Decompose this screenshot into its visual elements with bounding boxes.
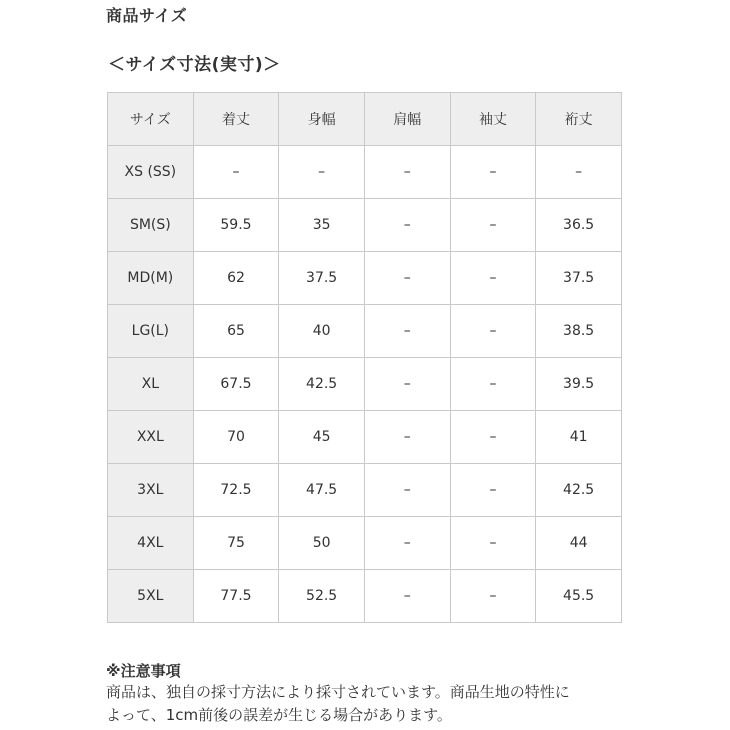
table-row: [108, 517, 622, 570]
table-cell: 75: [193, 517, 279, 570]
table-row: [108, 411, 622, 464]
table-title: ＜サイズ寸法(実寸)＞: [108, 55, 281, 75]
table-cell: 45: [279, 411, 365, 464]
table-cell: –: [364, 305, 450, 358]
table-cell: 62: [193, 252, 279, 305]
header-sleeve-length: 袖丈: [450, 93, 536, 146]
table-cell: 67.5: [193, 358, 279, 411]
table-cell: –: [364, 464, 450, 517]
table-row: [108, 146, 622, 199]
table-cell: 44: [536, 517, 622, 570]
table-cell: –: [364, 570, 450, 623]
table-cell: –: [450, 252, 536, 305]
size-table: [107, 92, 622, 623]
table-cell: –: [450, 464, 536, 517]
table-cell: 50: [279, 517, 365, 570]
table-row: [108, 199, 622, 252]
notes-title: ※注意事項: [106, 662, 181, 680]
size-label: MD(M): [108, 252, 194, 305]
table-cell: –: [279, 146, 365, 199]
table-cell: 70: [193, 411, 279, 464]
table-row: [108, 570, 622, 623]
table-cell: 42.5: [279, 358, 365, 411]
table-cell: 72.5: [193, 464, 279, 517]
table-cell: 41: [536, 411, 622, 464]
table-cell: –: [364, 146, 450, 199]
table-cell: –: [364, 517, 450, 570]
table-cell: 37.5: [279, 252, 365, 305]
table-cell: 42.5: [536, 464, 622, 517]
header-length: 着丈: [193, 93, 279, 146]
table-row: [108, 358, 622, 411]
table-cell: –: [450, 305, 536, 358]
table-cell: 36.5: [536, 199, 622, 252]
table-row: [108, 305, 622, 358]
table-cell: –: [450, 146, 536, 199]
table-cell: 39.5: [536, 358, 622, 411]
header-yuki-length: 裄丈: [536, 93, 622, 146]
size-label: XL: [108, 358, 194, 411]
table-cell: –: [364, 411, 450, 464]
header-size: サイズ: [108, 93, 194, 146]
header-shoulder-width: 肩幅: [364, 93, 450, 146]
table-cell: –: [364, 252, 450, 305]
table-cell: –: [450, 199, 536, 252]
table-cell: 38.5: [536, 305, 622, 358]
size-label: 3XL: [108, 464, 194, 517]
size-label: SM(S): [108, 199, 194, 252]
table-row: [108, 252, 622, 305]
table-header-row: [108, 93, 622, 146]
table-cell: 65: [193, 305, 279, 358]
table-cell: –: [364, 358, 450, 411]
table-cell: 45.5: [536, 570, 622, 623]
table-cell: 35: [279, 199, 365, 252]
table-cell: –: [450, 358, 536, 411]
size-label: 5XL: [108, 570, 194, 623]
notes-section: [106, 661, 646, 727]
table-cell: –: [450, 411, 536, 464]
table-cell: –: [450, 517, 536, 570]
notes-line: よって、1cm前後の誤差が生じる場合があります。: [106, 706, 452, 724]
size-label: 4XL: [108, 517, 194, 570]
table-cell: –: [364, 199, 450, 252]
table-row: [108, 464, 622, 517]
table-cell: 40: [279, 305, 365, 358]
notes-line: 商品は、独自の採寸方法により採寸されています。商品生地の特性に: [106, 683, 570, 701]
table-cell: –: [193, 146, 279, 199]
table-cell: 52.5: [279, 570, 365, 623]
table-cell: –: [536, 146, 622, 199]
size-label: XS (SS): [108, 146, 194, 199]
table-cell: 37.5: [536, 252, 622, 305]
table-cell: 77.5: [193, 570, 279, 623]
table-cell: –: [450, 570, 536, 623]
table-cell: 59.5: [193, 199, 279, 252]
size-label: LG(L): [108, 305, 194, 358]
table-cell: 47.5: [279, 464, 365, 517]
header-body-width: 身幅: [279, 93, 365, 146]
page-title: 商品サイズ: [106, 6, 188, 25]
size-label: XXL: [108, 411, 194, 464]
